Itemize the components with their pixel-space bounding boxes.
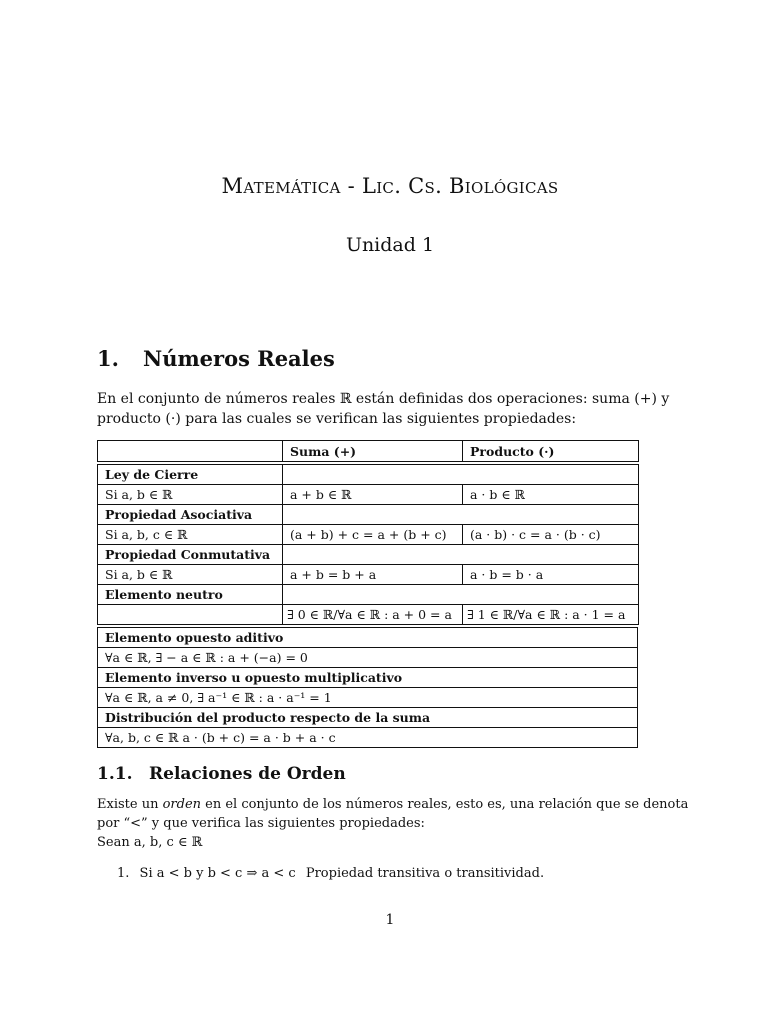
paragraph-text: Existe un [97,797,163,812]
property-producto: (a · b) · c = a · (b · c) [463,525,639,545]
table-row-property [98,708,638,728]
table-row-property [98,668,638,688]
property-suma: a + b ∈ ℝ [283,485,463,505]
property-name: Propiedad Conmutativa [98,545,283,565]
property-name: Propiedad Asociativa [98,505,283,525]
property-producto: a · b ∈ ℝ [463,485,639,505]
table-row [98,728,638,748]
property-suma: (a + b) + c = a + (b + c) [283,525,463,545]
table-row [98,605,639,625]
property-name: Elemento neutro [98,585,283,605]
emphasis-orden: orden [162,797,202,812]
table-cell-empty [283,505,639,525]
table-header-producto: Producto (·) [463,441,639,462]
property-condition [98,605,283,625]
table-cell-empty [283,465,639,485]
properties-table-single [97,627,638,748]
property-suma: a + b = b + a [283,565,463,585]
page-number: 1 [385,912,395,928]
table-header-empty [98,441,283,462]
order-paragraph [97,795,697,852]
table-header-suma: Suma (+) [283,441,463,462]
table-row-property [98,465,639,485]
list-item-math: Si a < b y b < c ⇒ a < c [139,866,296,881]
property-producto: ∃ 1 ∈ ℝ/∀a ∈ ℝ : a · 1 = a [463,605,639,625]
table-cell-empty [283,585,639,605]
table-row-property [98,585,639,605]
table-row [98,525,639,545]
property-condition: Si a, b, c ∈ ℝ [98,525,283,545]
subsection-title: Relaciones de Orden [149,764,346,784]
property-name: Ley de Cierre [98,465,283,485]
property-condition: Si a, b ∈ ℝ [98,565,283,585]
table-cell-empty [283,545,639,565]
property-producto: a · b = b · a [463,565,639,585]
table-row [98,648,638,668]
list-item-text: Propiedad transitiva o transitividad. [305,866,545,881]
property-formula: ∀a ∈ ℝ, ∃ − a ∈ ℝ : a + (−a) = 0 [98,648,638,668]
table-header-row [98,441,639,462]
section-heading [97,346,335,371]
paragraph-text: en el conjunto de los números reales, esto es, una relación que se denota por “<” y que verifica las siguientes propiedades: [97,797,689,831]
document-subtitle: Unidad 1 [345,234,435,256]
document-title: Matemática - Lic. Cs. Biológicas [221,174,559,198]
subsection-number: 1.1. [97,764,133,784]
property-suma: ∃ 0 ∈ ℝ/∀a ∈ ℝ : a + 0 = a [283,605,463,625]
table-row-property [98,628,638,648]
property-name: Elemento inverso u opuesto multiplicativo [98,668,638,688]
table-row [98,688,638,708]
property-name: Distribución del producto respecto de la suma [98,708,638,728]
property-condition: Si a, b ∈ ℝ [98,485,283,505]
table-row-property [98,545,639,565]
list-item-number: 1. [117,866,130,881]
intro-paragraph: En el conjunto de números reales ℝ están definidas dos operaciones: suma (+) y producto (·) para las cuales se verifican las siguientes propiedades: [97,391,670,427]
property-formula: ∀a ∈ ℝ, a ≠ 0, ∃ a⁻¹ ∈ ℝ : a · a⁻¹ = 1 [98,688,638,708]
property-list [117,866,544,881]
table-row [98,485,639,505]
properties-table [97,440,639,625]
table-row-property [98,505,639,525]
subsection-heading [97,764,346,784]
section-number: 1. [97,346,119,371]
sean-line: Sean a, b, c ∈ ℝ [97,835,203,850]
table-row [98,565,639,585]
section-title: Números Reales [143,346,335,371]
property-name: Elemento opuesto aditivo [98,628,638,648]
property-formula: ∀a, b, c ∈ ℝ a · (b + c) = a · b + a · c [98,728,638,748]
